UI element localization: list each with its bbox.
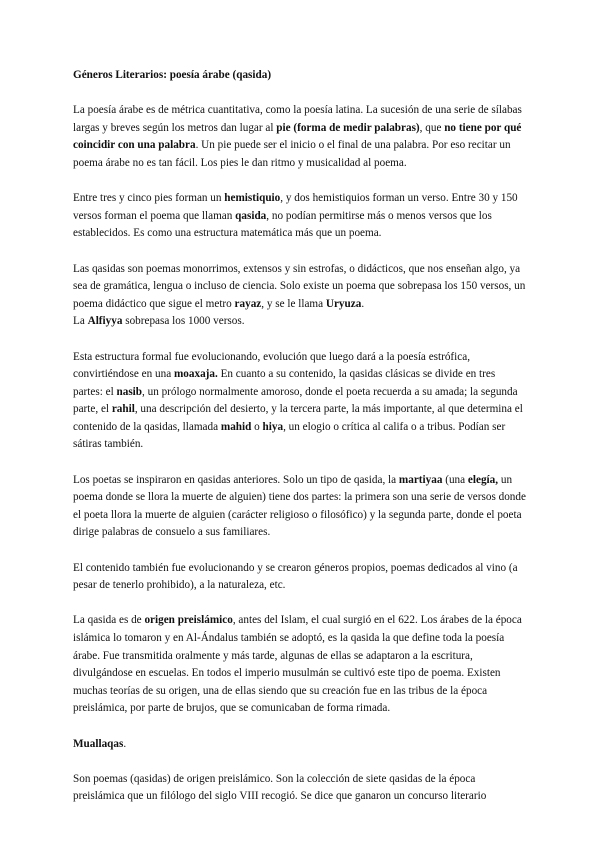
- text-run: . Un pie puede ser el inicio o el final de una palabra. Por eso recitar un poema árabe no es tan fácil. Los pies le dan ritmo y musicalidad al poema.: [73, 139, 511, 169]
- bold-term: hiya: [262, 420, 284, 433]
- text-run: El contenido también fue evolucionando y se crearon géneros propios, poemas dedicados al vino (a pesar de tenerlo prohibido), a la naturaleza, etc.: [73, 561, 518, 592]
- bold-term: no tiene por qué coincidir con una palabra: [73, 121, 522, 152]
- text-run: , no podían permitirse más o menos versos que los establecidos. Es como una estructura matemática más que un poema.: [73, 209, 492, 240]
- text-run: , que: [419, 121, 445, 134]
- text-run: , y se le llama: [261, 297, 326, 310]
- text-run: En cuanto a su contenido, la qasidas clásicas se divide en tres partes: el: [73, 368, 496, 398]
- bold-term: Alfiyya: [87, 315, 123, 328]
- text-run: La: [73, 315, 88, 328]
- title-text: Géneros Literarios: poesía árabe (qasida): [73, 69, 272, 81]
- bold-term: pie (forma de medir palabras): [276, 121, 420, 134]
- heading-suffix: .: [123, 737, 127, 750]
- text-run: Esta estructura formal fue evolucionando, evolución que luego dará a la poesía estrófica, convirtiéndose en una: [73, 350, 470, 381]
- paragraph-qasida-types: [73, 261, 527, 331]
- bold-term: mahid: [220, 420, 252, 433]
- paragraph-origin: [73, 612, 527, 718]
- bold-term: rahil: [111, 403, 135, 416]
- text-run: sobrepasa los 1000 versos.: [122, 315, 245, 328]
- bold-term: Uryuza: [325, 297, 362, 310]
- text-run: , un prólogo normalmente amoroso, donde el poeta recuerda a su amada; la segunda parte, el: [73, 385, 518, 416]
- text-run: Entre tres y cinco pies forman un: [73, 192, 225, 205]
- text-run: La poesía árabe es de métrica cuantitativa, como la poesía latina. La sucesión de una serie de sílabas largas y breves según los metros dan lugar al: [73, 104, 522, 134]
- document-body: [73, 67, 527, 824]
- bold-term: moaxaja.: [173, 368, 218, 381]
- section-heading-muallaqas: [73, 736, 527, 754]
- text-run: Las qasidas son poemas monorrimos, extensos y sin estrofas, o didácticos, que nos enseñan algo, ya sea de gramática, lengua o incluso de ciencia. Solo existe un poema que sobrepasa los 150 versos, un poema didáctico que sigue el metro: [73, 262, 526, 310]
- paragraph-elegy: [73, 472, 527, 542]
- paragraph-content-evolution: [73, 560, 527, 595]
- text-run: un poema donde se llora la muerte de alguien) tiene dos partes: la primera son una serie de versos donde el poeta llora la muerte de alguien (carácter religioso o filosófico) y la segunda parte, donde el poeta dirige palabras de consuelo a sus familiares.: [73, 473, 526, 539]
- text-run: Son poemas (qasidas) de origen preislámico. Son la colección de siete qasidas de la época preislámica que un filólogo del siglo VIII recogió. Se dice que ganaron un concurso literario: [73, 772, 487, 803]
- text-run: , antes del Islam, el cual surgió en el 622. Los árabes de la época islámica lo tomaron y en Al-Ándalus también se adoptó, es la qasida la que define toda la poesía árabe. Fue transmitida oralmente y más tarde, algunas de ellas se adaptaron a la escritura, divulgándose en escuelas. En todos el imperio musulmán se cultivó este tipo de poema. Existen muchas teorías de su origen, una de ellas siendo que su creación fue en las tribus de la época preislámica, por parte de brujos, que se comunicaban de forma rimada.: [73, 614, 522, 715]
- bold-term: origen preislámico: [144, 614, 233, 627]
- document-title: [73, 67, 527, 85]
- text-run: La qasida es de: [73, 614, 145, 627]
- text-run: , una descripción del desierto, y la tercera parte, la más importante, al que determina el contenido de la qasidas, llamada: [73, 403, 523, 433]
- paragraph-structure: [73, 349, 527, 455]
- bold-term: qasida: [235, 209, 267, 222]
- bold-term: nasib: [116, 385, 142, 398]
- paragraph-hemistich: [73, 190, 527, 243]
- text-run: (una: [442, 473, 468, 486]
- heading-text: Muallaqas: [73, 737, 124, 750]
- bold-term: elegía,: [467, 473, 499, 486]
- text-run: Los poetas se inspiraron en qasidas anteriores. Solo un tipo de qasida, la: [73, 473, 399, 486]
- paragraph-metrics: [73, 102, 527, 172]
- text-run: , y dos hemistiquios forman un verso. Entre 30 y 150 versos forman el poema que llaman: [73, 192, 518, 222]
- bold-term: martiyaa: [398, 473, 443, 486]
- bold-term: rayaz: [234, 297, 262, 310]
- text-run: .: [361, 297, 365, 310]
- text-run: , un elogio o crítica al califa o a tribus. Podían ser sátiras también.: [73, 420, 506, 451]
- text-run: o: [251, 420, 263, 433]
- paragraph-muallaqas: [73, 771, 527, 806]
- bold-term: hemistiquio: [224, 192, 281, 205]
